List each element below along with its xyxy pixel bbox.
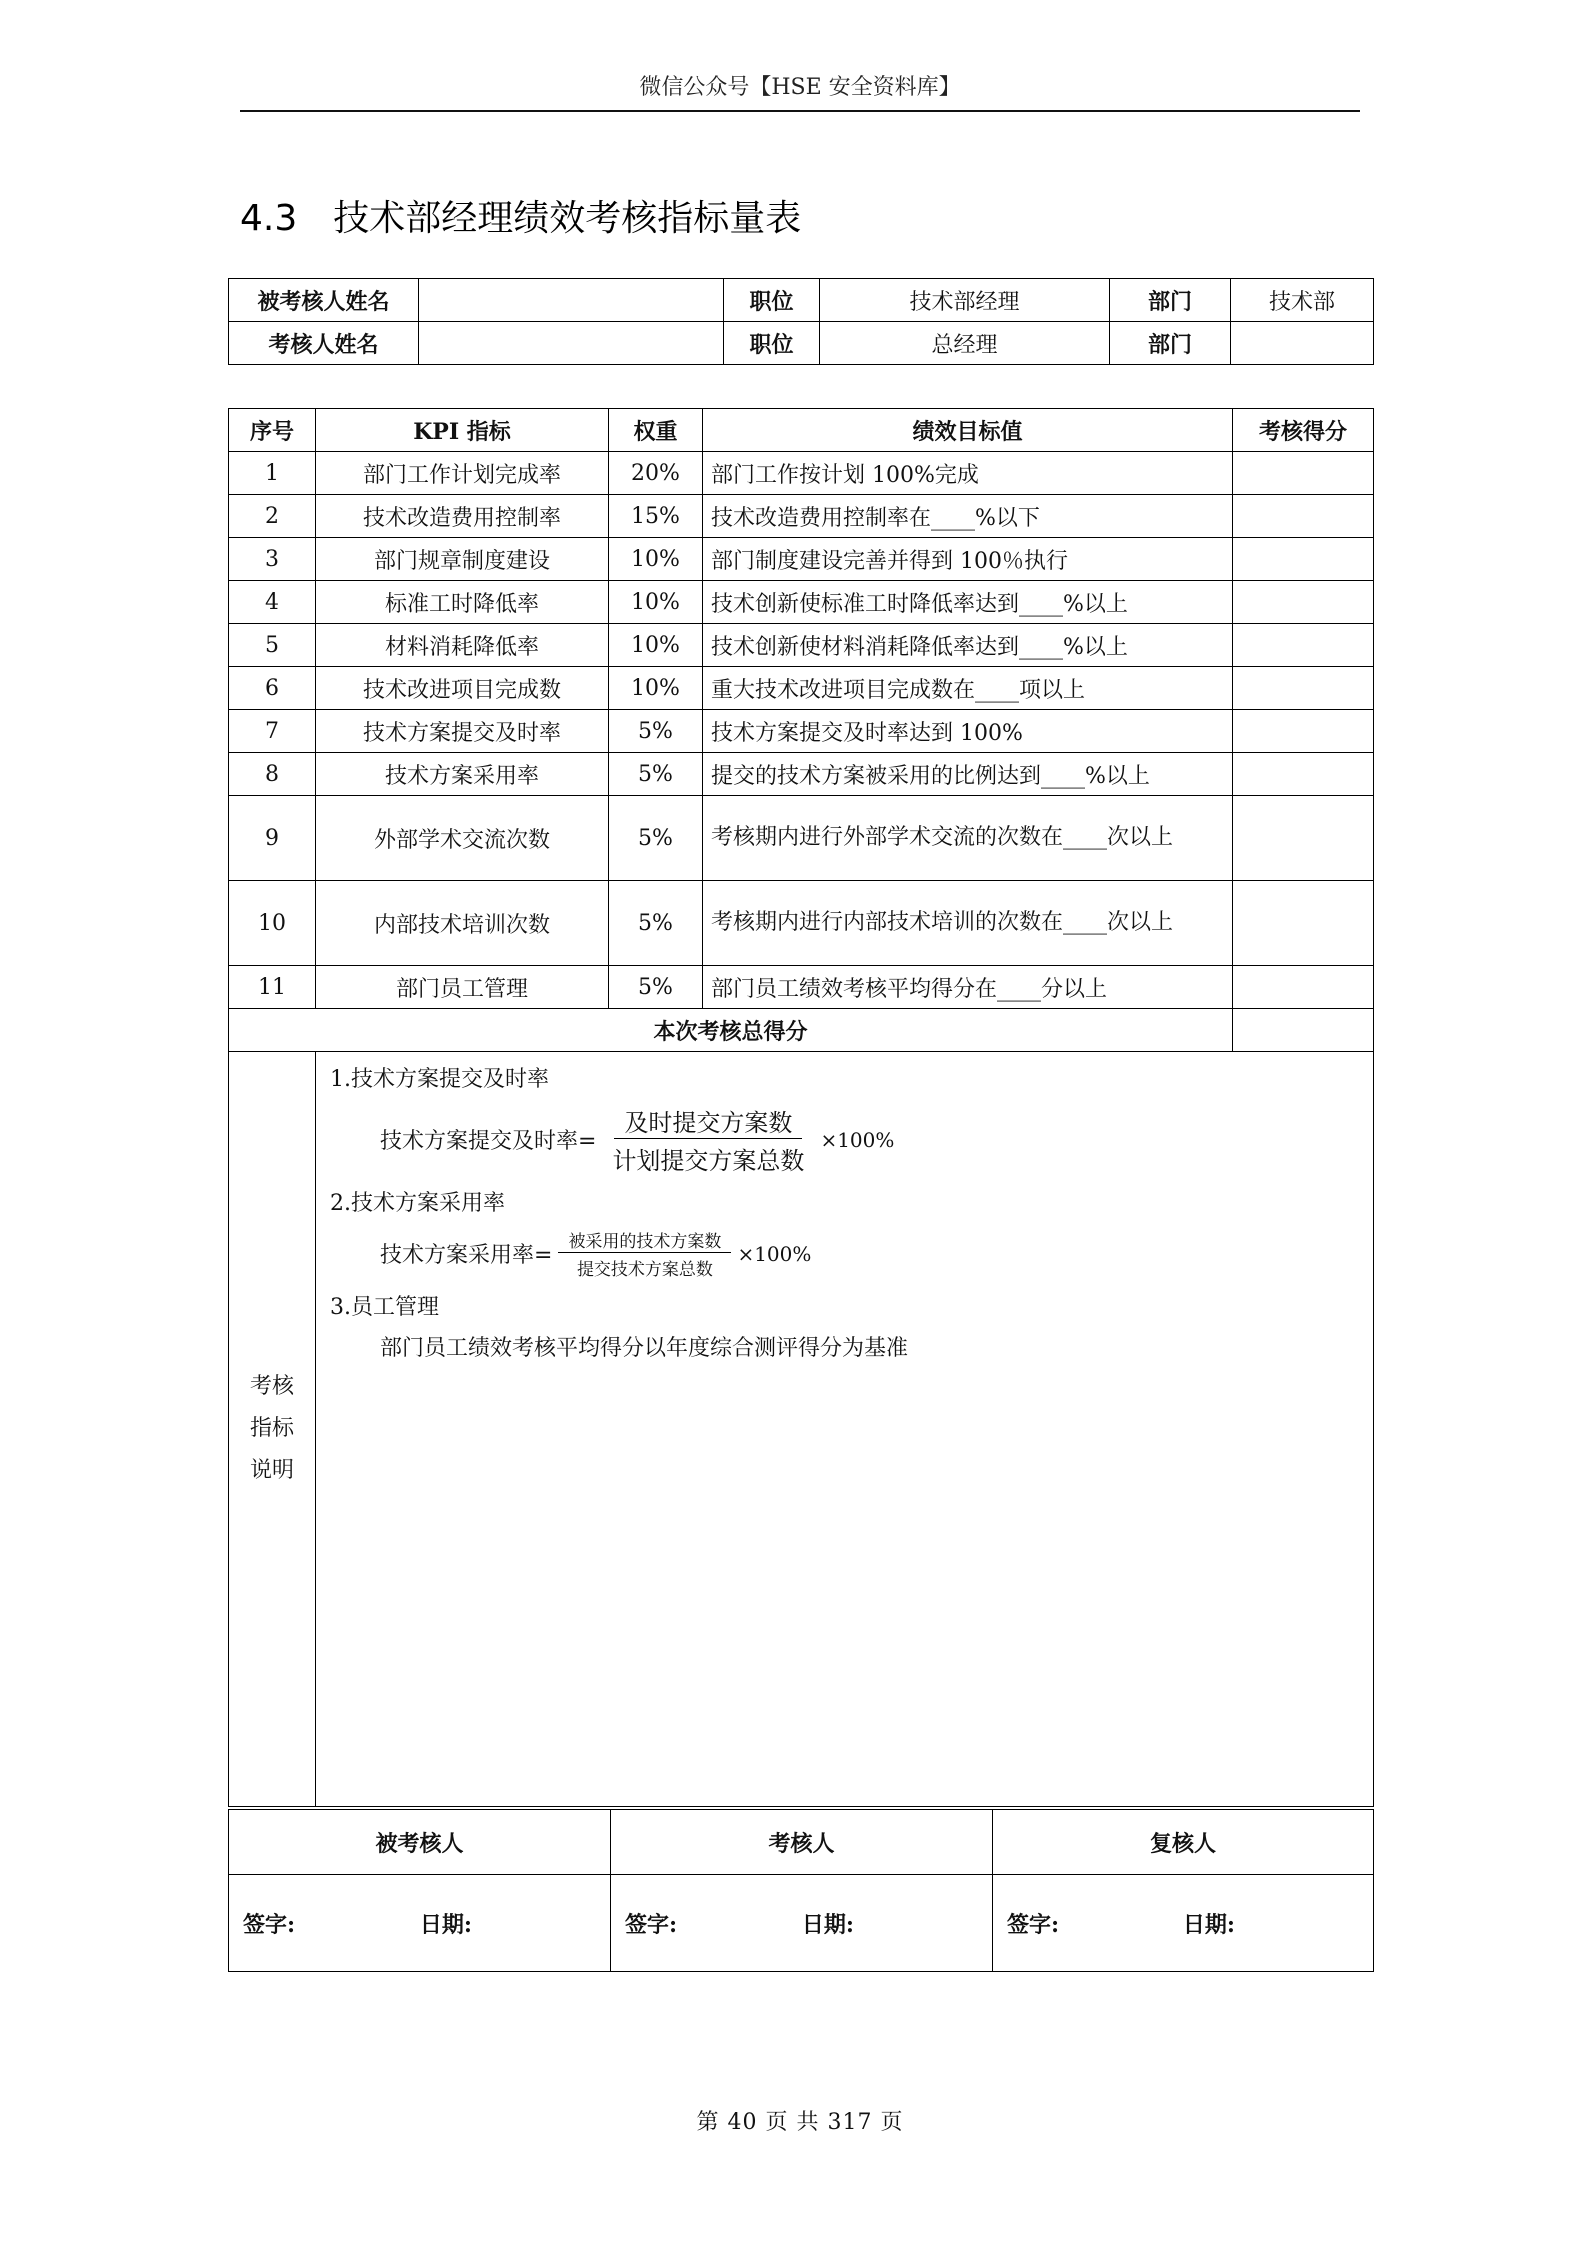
kpi-target: 重大技术改进项目完成数在____项以上 bbox=[703, 667, 1233, 710]
kpi-weight: 5% bbox=[609, 753, 703, 796]
kpi-score[interactable] bbox=[1233, 452, 1374, 495]
kpi-target: 考核期内进行外部学术交流的次数在____次以上 bbox=[703, 796, 1233, 881]
kpi-name: 部门员工管理 bbox=[316, 966, 609, 1009]
formula-2 bbox=[380, 1227, 1359, 1280]
table-row bbox=[229, 581, 1374, 624]
note-3-body: 部门员工绩效考核平均得分以年度综合测评得分为基准 bbox=[380, 1336, 909, 1361]
kpi-no: 5 bbox=[229, 624, 316, 667]
kpi-weight: 5% bbox=[609, 966, 703, 1009]
kpi-score[interactable] bbox=[1233, 581, 1374, 624]
col-header-target: 绩效目标值 bbox=[703, 409, 1233, 452]
notes-side-label-3: 说明 bbox=[249, 1458, 294, 1483]
kpi-name: 内部技术培训次数 bbox=[316, 881, 609, 966]
table-row bbox=[229, 881, 1374, 966]
kpi-target: 部门员工绩效考核平均得分在____分以上 bbox=[703, 966, 1233, 1009]
assessor-position-value: 总经理 bbox=[820, 322, 1110, 365]
col-header-kpi: KPI 指标 bbox=[316, 409, 609, 452]
col-header-no: 序号 bbox=[229, 409, 316, 452]
table-row bbox=[229, 667, 1374, 710]
total-score-label: 本次考核总得分 bbox=[229, 1009, 1233, 1052]
formula-1-numerator: 及时提交方案数 bbox=[614, 1103, 802, 1139]
kpi-name: 外部学术交流次数 bbox=[316, 796, 609, 881]
kpi-no: 6 bbox=[229, 667, 316, 710]
kpi-score[interactable] bbox=[1233, 624, 1374, 667]
kpi-target: 部门制度建设完善并得到 100％执行 bbox=[703, 538, 1233, 581]
note-1-title: 1.技术方案提交及时率 bbox=[330, 1067, 549, 1092]
kpi-score[interactable] bbox=[1233, 538, 1374, 581]
table-row bbox=[229, 452, 1374, 495]
kpi-weight: 20% bbox=[609, 452, 703, 495]
assessor-position-label: 职位 bbox=[724, 322, 820, 365]
signature-header-row bbox=[229, 1810, 1374, 1875]
assessee-sign-header: 被考核人 bbox=[229, 1810, 611, 1875]
kpi-name: 技术改造费用控制率 bbox=[316, 495, 609, 538]
kpi-no: 10 bbox=[229, 881, 316, 966]
kpi-weight: 5% bbox=[609, 710, 703, 753]
table-row bbox=[229, 796, 1374, 881]
kpi-header-row bbox=[229, 409, 1374, 452]
kpi-target: 提交的技术方案被采用的比例达到____%以上 bbox=[703, 753, 1233, 796]
kpi-weight: 5% bbox=[609, 881, 703, 966]
kpi-score[interactable] bbox=[1233, 667, 1374, 710]
note-3-title: 3.员工管理 bbox=[330, 1295, 439, 1320]
kpi-no: 9 bbox=[229, 796, 316, 881]
assessor-name-value[interactable] bbox=[419, 322, 724, 365]
col-header-weight: 权重 bbox=[609, 409, 703, 452]
total-score-value[interactable] bbox=[1233, 1009, 1374, 1052]
kpi-target: 技术创新使材料消耗降低率达到____%以上 bbox=[703, 624, 1233, 667]
assessee-dept-label: 部门 bbox=[1110, 279, 1231, 322]
sign-label: 签字: bbox=[625, 1911, 678, 1938]
kpi-weight: 10% bbox=[609, 667, 703, 710]
date-label: 日期: bbox=[1182, 1911, 1235, 1938]
info-table bbox=[228, 278, 1374, 365]
kpi-weight: 10% bbox=[609, 624, 703, 667]
kpi-name: 技术方案采用率 bbox=[316, 753, 609, 796]
table-row bbox=[229, 495, 1374, 538]
formula-2-multiplier: ×100% bbox=[737, 1241, 812, 1266]
table-row bbox=[229, 710, 1374, 753]
kpi-no: 7 bbox=[229, 710, 316, 753]
assessee-name-label: 被考核人姓名 bbox=[229, 279, 419, 322]
assessor-dept-label: 部门 bbox=[1110, 322, 1231, 365]
kpi-name: 材料消耗降低率 bbox=[316, 624, 609, 667]
kpi-score[interactable] bbox=[1233, 495, 1374, 538]
assessor-dept-value[interactable] bbox=[1231, 322, 1374, 365]
table-row bbox=[229, 538, 1374, 581]
total-row bbox=[229, 1009, 1374, 1052]
notes-side-label bbox=[229, 1052, 316, 1807]
kpi-name: 部门规章制度建设 bbox=[316, 538, 609, 581]
assessee-name-value[interactable] bbox=[419, 279, 724, 322]
sign-label: 签字: bbox=[1007, 1911, 1060, 1938]
kpi-score[interactable] bbox=[1233, 966, 1374, 1009]
kpi-weight: 15% bbox=[609, 495, 703, 538]
formula-2-numerator: 被采用的技术方案数 bbox=[558, 1227, 731, 1253]
date-label: 日期: bbox=[419, 1911, 472, 1938]
kpi-no: 8 bbox=[229, 753, 316, 796]
kpi-table bbox=[228, 408, 1374, 1807]
notes-row bbox=[229, 1052, 1374, 1807]
page-title: 4.3 技术部经理绩效考核指标量表 bbox=[240, 198, 802, 239]
header-rule bbox=[240, 110, 1360, 112]
assessee-sign-cell[interactable] bbox=[229, 1875, 611, 1972]
assessor-sign-header: 考核人 bbox=[611, 1810, 993, 1875]
kpi-target: 考核期内进行内部技术培训的次数在____次以上 bbox=[703, 881, 1233, 966]
signature-row bbox=[229, 1875, 1374, 1972]
col-header-score: 考核得分 bbox=[1233, 409, 1374, 452]
kpi-target: 技术改造费用控制率在____%以下 bbox=[703, 495, 1233, 538]
sign-label: 签字: bbox=[243, 1911, 296, 1938]
assessee-dept-value: 技术部 bbox=[1231, 279, 1374, 322]
kpi-name: 技术方案提交及时率 bbox=[316, 710, 609, 753]
kpi-target: 技术创新使标准工时降低率达到____%以上 bbox=[703, 581, 1233, 624]
info-row-assessor bbox=[229, 322, 1374, 365]
assessee-position-label: 职位 bbox=[724, 279, 820, 322]
kpi-score[interactable] bbox=[1233, 710, 1374, 753]
kpi-no: 4 bbox=[229, 581, 316, 624]
table-row bbox=[229, 624, 1374, 667]
formula-2-lhs: 技术方案采用率= bbox=[380, 1243, 553, 1268]
notes-side-label-1: 考核 bbox=[249, 1374, 294, 1399]
page-footer: 第 40 页 共 317 页 bbox=[696, 2110, 904, 2135]
kpi-target: 技术方案提交及时率达到 100% bbox=[703, 710, 1233, 753]
kpi-no: 1 bbox=[229, 452, 316, 495]
kpi-score[interactable] bbox=[1233, 753, 1374, 796]
kpi-target: 部门工作按计划 100%完成 bbox=[703, 452, 1233, 495]
formula-2-fraction bbox=[558, 1227, 731, 1280]
info-row-assessee bbox=[229, 279, 1374, 322]
formula-1 bbox=[380, 1103, 1359, 1176]
reviewer-sign-cell[interactable] bbox=[993, 1875, 1374, 1972]
reviewer-sign-header: 复核人 bbox=[993, 1810, 1374, 1875]
formula-1-denominator: 计划提交方案总数 bbox=[612, 1147, 805, 1175]
kpi-weight: 10% bbox=[609, 538, 703, 581]
kpi-weight: 5% bbox=[609, 796, 703, 881]
kpi-name: 技术改进项目完成数 bbox=[316, 667, 609, 710]
kpi-name: 部门工作计划完成率 bbox=[316, 452, 609, 495]
kpi-name: 标准工时降低率 bbox=[316, 581, 609, 624]
formula-2-denominator: 提交技术方案总数 bbox=[576, 1260, 713, 1280]
kpi-no: 11 bbox=[229, 966, 316, 1009]
assessor-sign-cell[interactable] bbox=[611, 1875, 993, 1972]
notes-side-label-2: 指标 bbox=[249, 1416, 294, 1441]
kpi-score[interactable] bbox=[1233, 881, 1374, 966]
formula-1-lhs: 技术方案提交及时率= bbox=[380, 1129, 597, 1154]
signature-table bbox=[228, 1809, 1374, 1972]
kpi-no: 3 bbox=[229, 538, 316, 581]
assessee-position-value: 技术部经理 bbox=[820, 279, 1110, 322]
formula-1-fraction bbox=[602, 1103, 814, 1176]
kpi-score[interactable] bbox=[1233, 796, 1374, 881]
kpi-weight: 10% bbox=[609, 581, 703, 624]
page-header: 微信公众号【HSE 安全资料库】 bbox=[639, 75, 961, 100]
kpi-no: 2 bbox=[229, 495, 316, 538]
notes-content bbox=[316, 1052, 1374, 1807]
table-row bbox=[229, 753, 1374, 796]
note-2-title: 2.技术方案采用率 bbox=[330, 1191, 505, 1216]
assessor-name-label: 考核人姓名 bbox=[229, 322, 419, 365]
formula-1-multiplier: ×100% bbox=[820, 1127, 895, 1152]
table-row bbox=[229, 966, 1374, 1009]
date-label: 日期: bbox=[801, 1911, 854, 1938]
